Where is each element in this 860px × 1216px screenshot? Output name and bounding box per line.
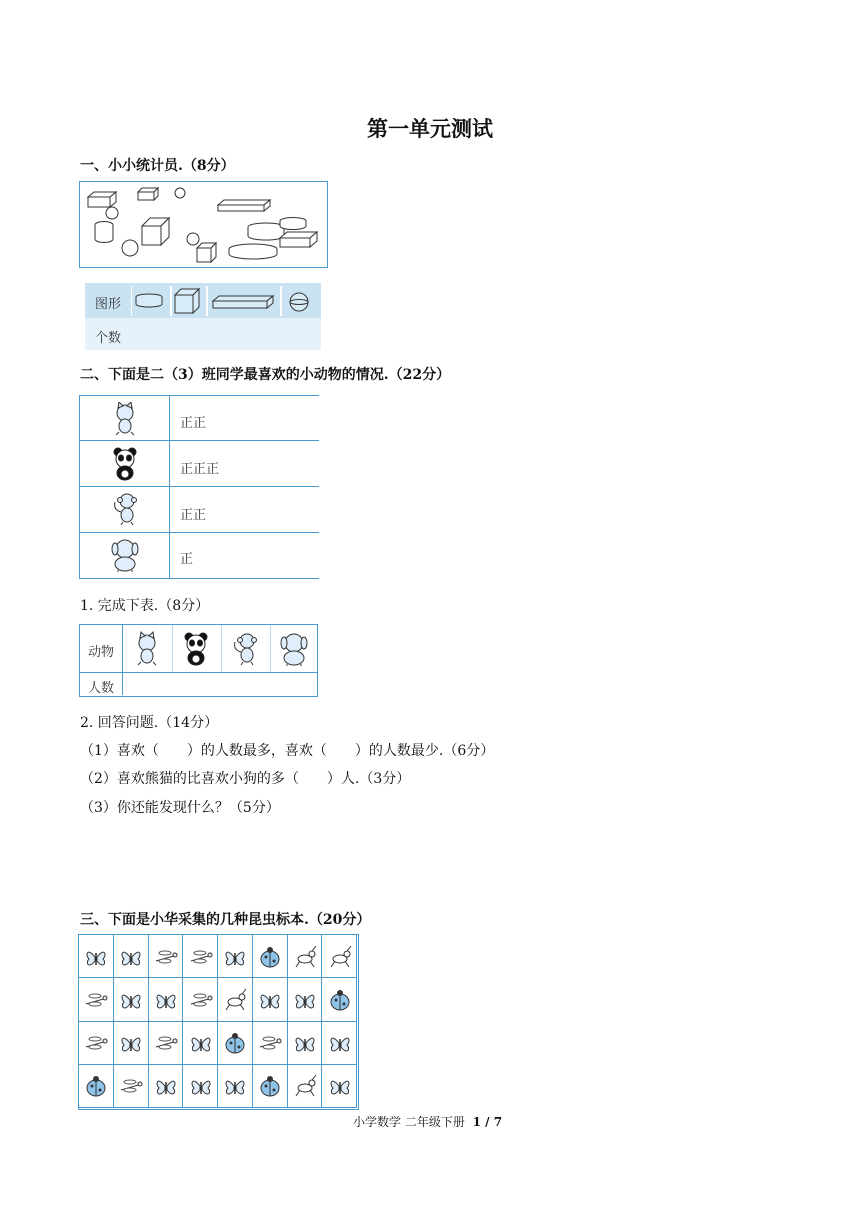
butterfly-icon [118,1029,144,1057]
butterfly-specimen-cell [183,1022,218,1065]
ladybug-specimen-cell [79,1065,114,1108]
dragonfly-icon [257,1029,283,1057]
question-1: 1. 完成下表.（8分） [80,598,210,614]
shapes-picture [79,181,328,268]
butterfly-specimen-cell [114,935,149,978]
butterfly-icon [292,1029,318,1057]
butterfly-specimen-cell [114,1022,149,1065]
tally-row-2: 正正正 [180,462,220,477]
dragonfly-specimen-cell [253,1022,288,1065]
tally-row-4: 正 [180,552,194,567]
ladybug-icon [83,1072,109,1100]
butterfly-specimen-cell [149,1065,184,1108]
grasshopper-icon [292,1072,318,1100]
animal-count-table [79,624,318,697]
butterfly-specimen-cell [253,978,288,1021]
dragonfly-specimen-cell [79,978,114,1021]
butterfly-icon [222,1072,248,1100]
dragonfly-icon [153,943,179,971]
sphere-icon [106,207,118,219]
butterfly-icon [188,1072,214,1100]
butterfly-specimen-cell [114,978,149,1021]
ladybug-specimen-cell [322,978,357,1021]
shape-header-icons [131,286,319,316]
sphere-icon [122,240,138,256]
shape-count-table [85,283,321,350]
cube-icon [197,243,216,262]
butterfly-specimen-cell [322,1065,357,1108]
dragonfly-icon [83,986,109,1014]
ladybug-icon [222,1029,248,1057]
dragonfly-icon [188,943,214,971]
butterfly-icon [83,943,109,971]
table-row1-label: 动物 [88,645,115,660]
shapes-drawing [80,182,326,266]
dragonfly-specimen-cell [149,935,184,978]
tally-table [79,395,319,579]
dog-icon [277,630,311,668]
grasshopper-specimen-cell [218,978,253,1021]
question-2-1: （1）喜欢（ ）的人数最多，喜欢（ ）的人数最少.（6分） [80,743,495,759]
monkey-icon [230,631,260,667]
butterfly-icon [188,1029,214,1057]
sphere-icon [290,293,308,311]
cube-icon [175,289,199,313]
cylinder-icon [248,223,284,240]
table-row2-label: 人数 [88,681,115,696]
butterfly-specimen-cell [322,1022,357,1065]
grasshopper-specimen-cell [322,935,357,978]
question-2: 2. 回答问题.（14分） [80,715,219,731]
table-row1-label: 图形 [95,297,122,312]
insect-specimen-grid [78,934,359,1110]
dragonfly-specimen-cell [114,1065,149,1108]
dragonfly-specimen-cell [183,935,218,978]
cat-icon [132,631,162,667]
page-title: 第一单元测试 [367,116,493,141]
question-2-3: （3）你还能发现什么？（5分） [80,800,280,816]
monkey-icon [110,492,140,526]
cylinder-icon [95,222,113,243]
butterfly-icon [118,986,144,1014]
butterfly-icon [118,943,144,971]
butterfly-specimen-cell [288,978,323,1021]
cuboid-icon [138,188,158,200]
section2-heading: 二、下面是二（3）班同学最喜欢的小动物的情况.（22分） [80,367,451,383]
dragonfly-icon [118,1072,144,1100]
cylinder-icon [229,244,277,259]
dragonfly-specimen-cell [183,978,218,1021]
cuboid-icon [88,192,116,207]
question-2-2: （2）喜欢熊猫的比喜欢小狗的多（ ）人.（3分） [80,771,411,787]
butterfly-icon [327,1072,353,1100]
section3-heading: 三、下面是小华采集的几种昆虫标本.（20分） [80,912,371,928]
panda-icon [110,447,140,481]
butterfly-specimen-cell [288,1022,323,1065]
butterfly-specimen-cell [79,935,114,978]
tally-row-3: 正正 [180,508,207,523]
grasshopper-specimen-cell [288,1065,323,1108]
ladybug-specimen-cell [253,935,288,978]
page-number: 1 / 7 [472,1115,503,1129]
dog-icon [108,537,142,573]
section1-heading: 一、小小统计员.（8分） [80,158,235,174]
dragonfly-icon [188,986,214,1014]
cat-icon [110,402,140,436]
dragonfly-icon [153,1029,179,1057]
butterfly-icon [327,1029,353,1057]
butterfly-icon [153,986,179,1014]
footer-text: 小学数学 二年级下册 [353,1115,465,1129]
butterfly-icon [292,986,318,1014]
butterfly-icon [153,1072,179,1100]
grasshopper-specimen-cell [288,935,323,978]
table-row2-label: 个数 [95,331,122,346]
dragonfly-icon [83,1029,109,1057]
ladybug-icon [257,1072,283,1100]
grasshopper-icon [222,986,248,1014]
sphere-icon [175,188,185,198]
ladybug-icon [327,986,353,1014]
cuboid-icon [280,232,317,247]
dragonfly-specimen-cell [79,1022,114,1065]
butterfly-icon [222,943,248,971]
long-cuboid-icon [218,200,270,211]
butterfly-specimen-cell [218,1065,253,1108]
sphere-icon [187,233,199,245]
panda-icon [181,631,211,667]
cube-icon [142,218,169,245]
butterfly-specimen-cell [218,935,253,978]
butterfly-specimen-cell [149,978,184,1021]
grasshopper-icon [327,943,353,971]
ladybug-specimen-cell [218,1022,253,1065]
long-cuboid-icon [213,296,273,308]
butterfly-icon [257,986,283,1014]
ladybug-icon [257,943,283,971]
grasshopper-icon [292,943,318,971]
tally-row-1: 正正 [180,416,207,431]
ladybug-specimen-cell [253,1065,288,1108]
cylinder-icon [136,294,162,307]
cylinder-icon [280,218,306,230]
dragonfly-specimen-cell [149,1022,184,1065]
butterfly-specimen-cell [183,1065,218,1108]
